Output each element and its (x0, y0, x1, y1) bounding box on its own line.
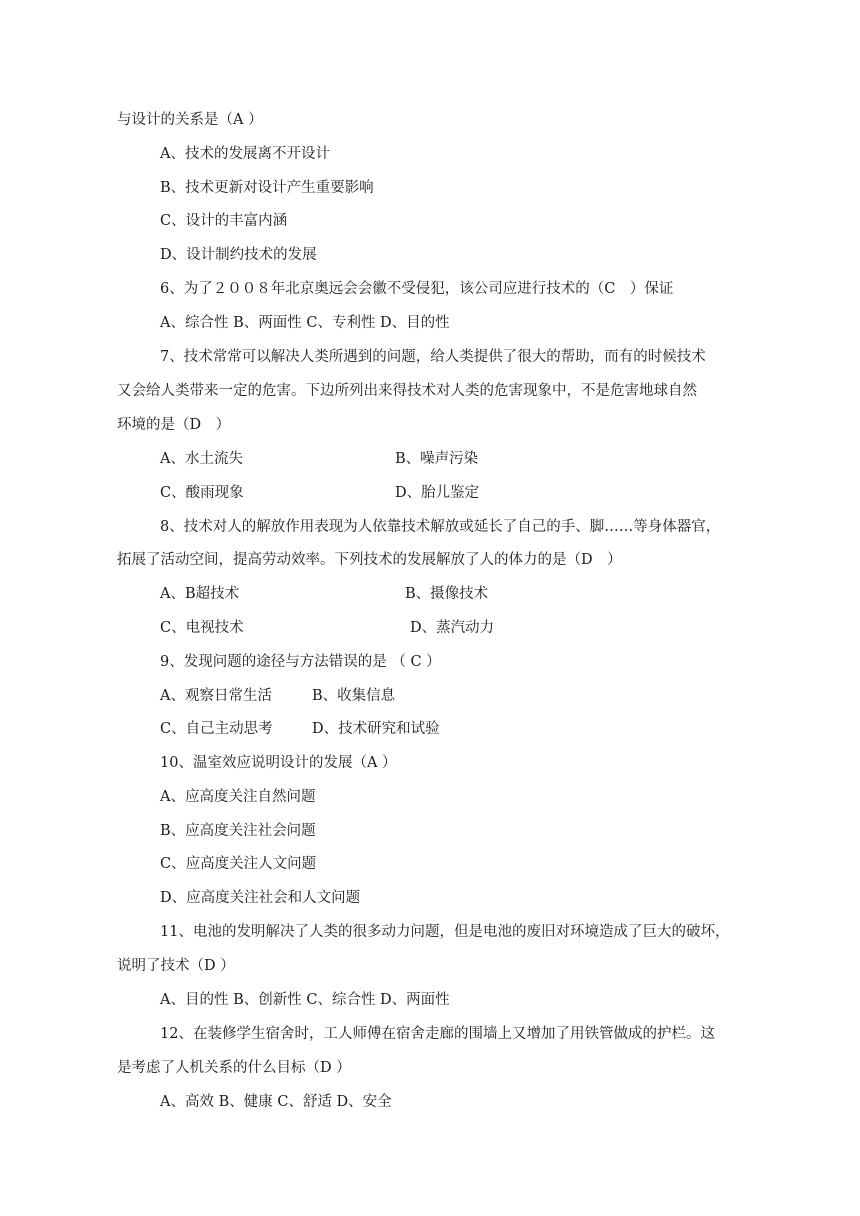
question-7-option-d: D、胎儿鉴定 (395, 485, 480, 501)
question-6-options: A、综合性 B、两面性 C、专利性 D、目的性 (160, 315, 450, 331)
question-10-option-c: C、应高度关注人文问题 (160, 856, 317, 872)
question-10-option-a: A、应高度关注自然问题 (160, 789, 316, 805)
question-9-option-d: D、技术研究和试验 (312, 721, 440, 737)
question-11-line-1: 11、电池的发明解决了人类的很多动力问题，但是电池的废旧对环境造成了巨大的破坏， (160, 924, 730, 940)
option-a: A、技术的发展离不开设计 (160, 146, 330, 162)
question-9-option-a: A、观察日常生活 (160, 688, 272, 704)
question-8-option-b: B、摄像技术 (405, 586, 489, 602)
question-7-option-c: C、酸雨现象 (160, 485, 244, 501)
question-7-line-2: 又会给人类带来一定的危害。下边所列出来得技术对人类的危害现象中，不是危害地球自然 (117, 383, 697, 399)
question-10: 10、温室效应说明设计的发展（A ） (160, 755, 397, 771)
question-12-options: A、高效 B、健康 C、舒适 D、安全 (160, 1094, 392, 1110)
text-line: 与设计的关系是（A ） (117, 112, 263, 128)
question-10-option-d: D、应高度关注社会和人文问题 (160, 890, 361, 906)
question-12-line-2: 是考虑了人机关系的什么目标（D ） (117, 1060, 351, 1076)
question-7-line-1: 7、技术常常可以解决人类所遇到的问题，给人类提供了很大的帮助，而有的时候技术 (160, 349, 706, 365)
question-8-line-1: 8、技术对人的解放作用表现为人依靠技术解放或延长了自己的手、脚……等身体器官， (160, 519, 721, 535)
question-9-option-c: C、自己主动思考 (160, 721, 273, 737)
question-8-option-d: D、蒸汽动力 (410, 620, 495, 636)
question-9: 9、发现问题的途径与方法错误的是 （ C ） (160, 654, 441, 670)
question-11-line-2: 说明了技术（D ） (117, 958, 235, 974)
question-11-options: A、目的性 B、创新性 C、综合性 D、两面性 (160, 992, 450, 1008)
question-10-option-b: B、应高度关注社会问题 (160, 823, 316, 839)
question-7-option-a: A、水土流失 (160, 451, 243, 467)
question-8-line-2: 拓展了活动空间，提高劳动效率。下列技术的发展解放了人的体力的是（D ） (117, 552, 622, 568)
option-b: B、技术更新对设计产生重要影响 (160, 180, 374, 196)
question-7-line-3: 环境的是（D ） (117, 417, 231, 433)
question-8-option-a: A、B超技术 (160, 586, 240, 602)
question-8-option-c: C、电视技术 (160, 620, 244, 636)
question-7-option-b: B、噪声污染 (395, 451, 479, 467)
question-6: 6、为了２００８年北京奥远会会徽不受侵犯，该公司应进行技术的（C ）保证 (160, 281, 674, 297)
question-12-line-1: 12、在装修学生宿舍时，工人师傅在宿舍走廊的围墙上又增加了用铁管做成的护栏。这 (160, 1026, 715, 1042)
option-d: D、设计制约技术的发展 (160, 247, 317, 263)
option-c: C、设计的丰富内涵 (160, 213, 288, 229)
question-9-option-b: B、收集信息 (312, 688, 396, 704)
